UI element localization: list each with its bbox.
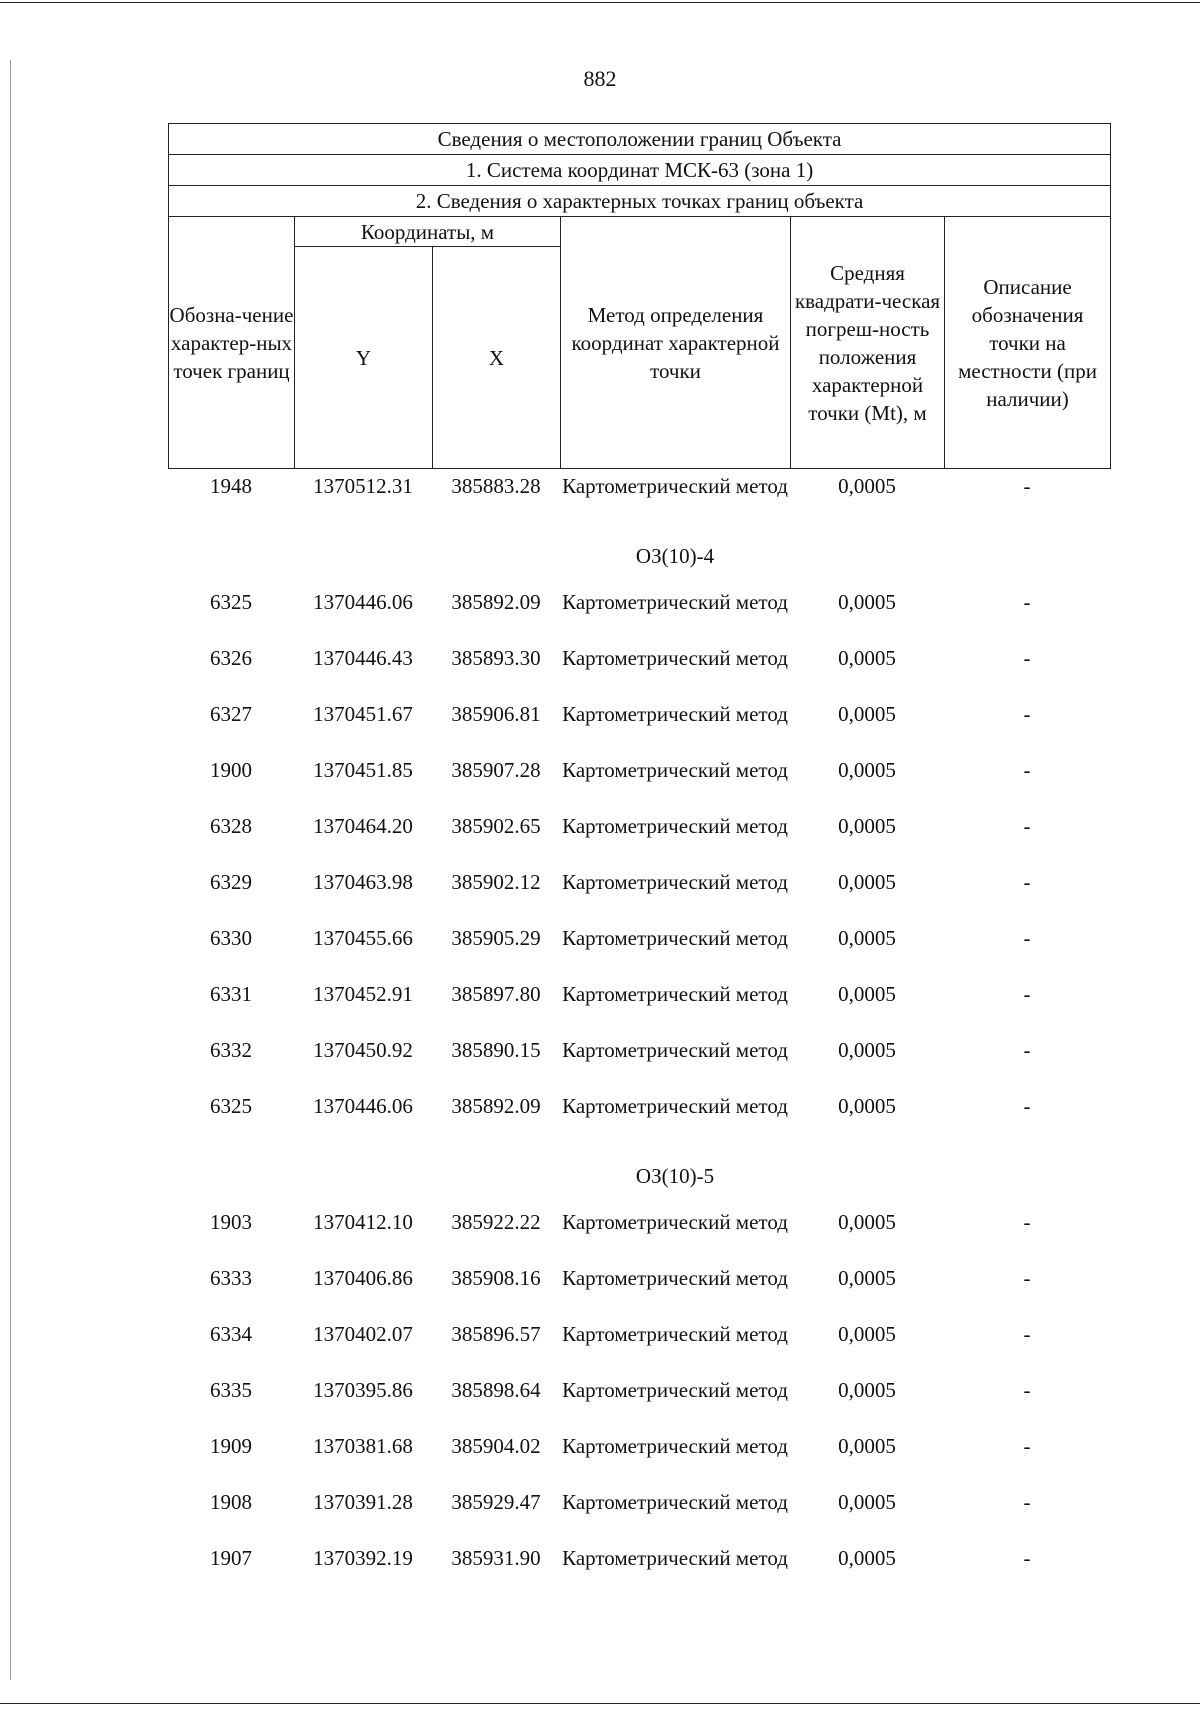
group-label-text: ОЗ(10)-5: [635, 1164, 715, 1188]
cell-description: -: [1023, 982, 1031, 1006]
table-row: [168, 1376, 1110, 1432]
cell-method: Картометрический метод: [562, 702, 788, 726]
cell-coord-x: 385922.22: [451, 1210, 541, 1234]
cell-error: 0,0005: [838, 870, 896, 894]
cell-error: 0,0005: [838, 814, 896, 838]
cell-point-id: 6332: [210, 1038, 252, 1062]
cell-point-id: 6326: [210, 646, 252, 670]
cell-error: 0,0005: [838, 1546, 896, 1570]
cell-method: Картометрический метод: [562, 1322, 788, 1346]
cell-coord-y: 1370451.85: [313, 758, 413, 782]
cell-method: Картометрический метод: [562, 646, 788, 670]
cell-coord-y: 1370446.43: [313, 646, 413, 670]
cell-method: Картометрический метод: [562, 814, 788, 838]
cell-method: Картометрический метод: [562, 926, 788, 950]
cell-coord-x: 385907.28: [451, 758, 541, 782]
cell-description: -: [1023, 758, 1031, 782]
cell-error: 0,0005: [838, 1322, 896, 1346]
cell-coord-y: 1370463.98: [313, 870, 413, 894]
cell-point-id: 6327: [210, 702, 252, 726]
cell-error: 0,0005: [838, 982, 896, 1006]
col-header-description: Описание обозначения точки на местности (при наличии): [945, 217, 1111, 469]
cell-point-id: 6334: [210, 1322, 252, 1346]
cell-error: 0,0005: [838, 474, 896, 498]
cell-coord-x: 385890.15: [451, 1038, 541, 1062]
cell-coord-y: 1370455.66: [313, 926, 413, 950]
table-row: [168, 812, 1110, 868]
cell-point-id: 6333: [210, 1266, 252, 1290]
cell-point-id: 6335: [210, 1378, 252, 1402]
table-row: [168, 1092, 1110, 1148]
table-row: [168, 1544, 1110, 1600]
cell-coord-y: 1370464.20: [313, 814, 413, 838]
cell-point-id: 6328: [210, 814, 252, 838]
cell-description: -: [1023, 814, 1031, 838]
col-header-error: Средняя квадрати-ческая погреш-ность положения характерной точки (Mt), м: [791, 217, 945, 469]
bottom-rule: [0, 1703, 1200, 1704]
cell-coord-y: 1370381.68: [313, 1434, 413, 1458]
cell-method: Картометрический метод: [562, 1210, 788, 1234]
group-label: [168, 528, 1110, 588]
cell-error: 0,0005: [838, 1490, 896, 1514]
cell-point-id: 1907: [210, 1546, 252, 1570]
cell-point-id: 6331: [210, 982, 252, 1006]
cell-coord-x: 385893.30: [451, 646, 541, 670]
cell-description: -: [1023, 870, 1031, 894]
page-number: 882: [583, 66, 617, 91]
cell-description: -: [1023, 1546, 1031, 1570]
cell-coord-y: 1370512.31: [313, 474, 413, 498]
cell-method: Картометрический метод: [562, 758, 788, 782]
cell-error: 0,0005: [838, 646, 896, 670]
cell-description: -: [1023, 474, 1031, 498]
cell-description: -: [1023, 1378, 1031, 1402]
table-row: [168, 1036, 1110, 1092]
cell-coord-x: 385892.09: [451, 1094, 541, 1118]
cell-method: Картометрический метод: [562, 1434, 788, 1458]
cell-description: -: [1023, 1094, 1031, 1118]
cell-description: -: [1023, 590, 1031, 614]
cell-coord-y: 1370446.06: [313, 590, 413, 614]
cell-method: Картометрический метод: [562, 982, 788, 1006]
cell-coord-x: 385908.16: [451, 1266, 541, 1290]
cell-point-id: 6325: [210, 590, 252, 614]
cell-method: Картометрический метод: [562, 1378, 788, 1402]
table-row: [168, 588, 1110, 644]
cell-coord-y: 1370450.92: [313, 1038, 413, 1062]
cell-coord-y: 1370412.10: [313, 1210, 413, 1234]
coordinate-system: 1. Система координат МСК-63 (зона 1): [169, 155, 1111, 186]
cell-coord-y: 1370391.28: [313, 1490, 413, 1514]
cell-point-id: 1900: [210, 758, 252, 782]
cell-point-id: 6325: [210, 1094, 252, 1118]
cell-method: Картометрический метод: [562, 590, 788, 614]
cell-point-id: 6329: [210, 870, 252, 894]
table-row: [168, 1488, 1110, 1544]
cell-method: Картометрический метод: [562, 1038, 788, 1062]
cell-coord-x: 385906.81: [451, 702, 541, 726]
top-rule: [0, 2, 1200, 3]
cell-error: 0,0005: [838, 1094, 896, 1118]
cell-error: 0,0005: [838, 1434, 896, 1458]
cell-description: -: [1023, 1322, 1031, 1346]
col-header-method: Метод определения координат характерной точки: [561, 217, 791, 469]
cell-description: -: [1023, 702, 1031, 726]
cell-error: 0,0005: [838, 926, 896, 950]
cell-method: Картометрический метод: [562, 1266, 788, 1290]
cell-coord-x: 385904.02: [451, 1434, 541, 1458]
header-table: [168, 123, 1111, 469]
cell-method: Картометрический метод: [562, 1490, 788, 1514]
cell-description: -: [1023, 1266, 1031, 1290]
cell-error: 0,0005: [838, 1210, 896, 1234]
cell-method: Картометрический метод: [562, 474, 788, 498]
col-header-coords: Координаты, м: [295, 217, 561, 247]
cell-error: 0,0005: [838, 1266, 896, 1290]
cell-coord-y: 1370451.67: [313, 702, 413, 726]
table-row: [168, 868, 1110, 924]
table-row: [168, 1208, 1110, 1264]
cell-coord-y: 1370446.06: [313, 1094, 413, 1118]
cell-method: Картометрический метод: [562, 870, 788, 894]
cell-coord-y: 1370402.07: [313, 1322, 413, 1346]
cell-coord-x: 385905.29: [451, 926, 541, 950]
table-body: [168, 472, 1110, 1600]
table-row: [168, 756, 1110, 812]
cell-coord-x: 385896.57: [451, 1322, 541, 1346]
cell-coord-x: 385902.12: [451, 870, 541, 894]
cell-description: -: [1023, 1210, 1031, 1234]
cell-coord-x: 385929.47: [451, 1490, 541, 1514]
cell-description: -: [1023, 926, 1031, 950]
table-title: Сведения о местоположении границ Объекта: [169, 124, 1111, 155]
cell-description: -: [1023, 1490, 1031, 1514]
cell-point-id: 6330: [210, 926, 252, 950]
cell-point-id: 1908: [210, 1490, 252, 1514]
section-heading: 2. Сведения о характерных точках границ объекта: [169, 186, 1111, 217]
cell-coord-x: 385898.64: [451, 1378, 541, 1402]
col-header-y: Y: [295, 247, 433, 469]
cell-error: 0,0005: [838, 702, 896, 726]
table-row: [168, 1264, 1110, 1320]
table-row: [168, 980, 1110, 1036]
cell-error: 0,0005: [838, 1378, 896, 1402]
group-label-text: ОЗ(10)-4: [635, 544, 715, 568]
cell-error: 0,0005: [838, 590, 896, 614]
cell-description: -: [1023, 1434, 1031, 1458]
table-row: [168, 1320, 1110, 1376]
left-margin-rule: [10, 60, 11, 1680]
table-row: [168, 644, 1110, 700]
cell-coord-x: 385931.90: [451, 1546, 541, 1570]
cell-coord-x: 385883.28: [451, 474, 541, 498]
cell-point-id: 1909: [210, 1434, 252, 1458]
table-row: [168, 472, 1110, 528]
cell-method: Картометрический метод: [562, 1094, 788, 1118]
group-label: [168, 1148, 1110, 1208]
cell-coord-y: 1370392.19: [313, 1546, 413, 1570]
cell-description: -: [1023, 1038, 1031, 1062]
cell-coord-y: 1370452.91: [313, 982, 413, 1006]
cell-error: 0,0005: [838, 1038, 896, 1062]
cell-point-id: 1903: [210, 1210, 252, 1234]
cell-point-id: 1948: [210, 474, 252, 498]
cell-coord-x: 385902.65: [451, 814, 541, 838]
cell-coord-x: 385892.09: [451, 590, 541, 614]
cell-coord-y: 1370395.86: [313, 1378, 413, 1402]
cell-error: 0,0005: [838, 758, 896, 782]
table-row: [168, 924, 1110, 980]
col-header-x: X: [433, 247, 561, 469]
table-row: [168, 1432, 1110, 1488]
cell-method: Картометрический метод: [562, 1546, 788, 1570]
cell-description: -: [1023, 646, 1031, 670]
cell-coord-y: 1370406.86: [313, 1266, 413, 1290]
cell-coord-x: 385897.80: [451, 982, 541, 1006]
col-header-designation: Обозна-чение характер-ных точек границ: [169, 217, 295, 469]
table-row: [168, 700, 1110, 756]
